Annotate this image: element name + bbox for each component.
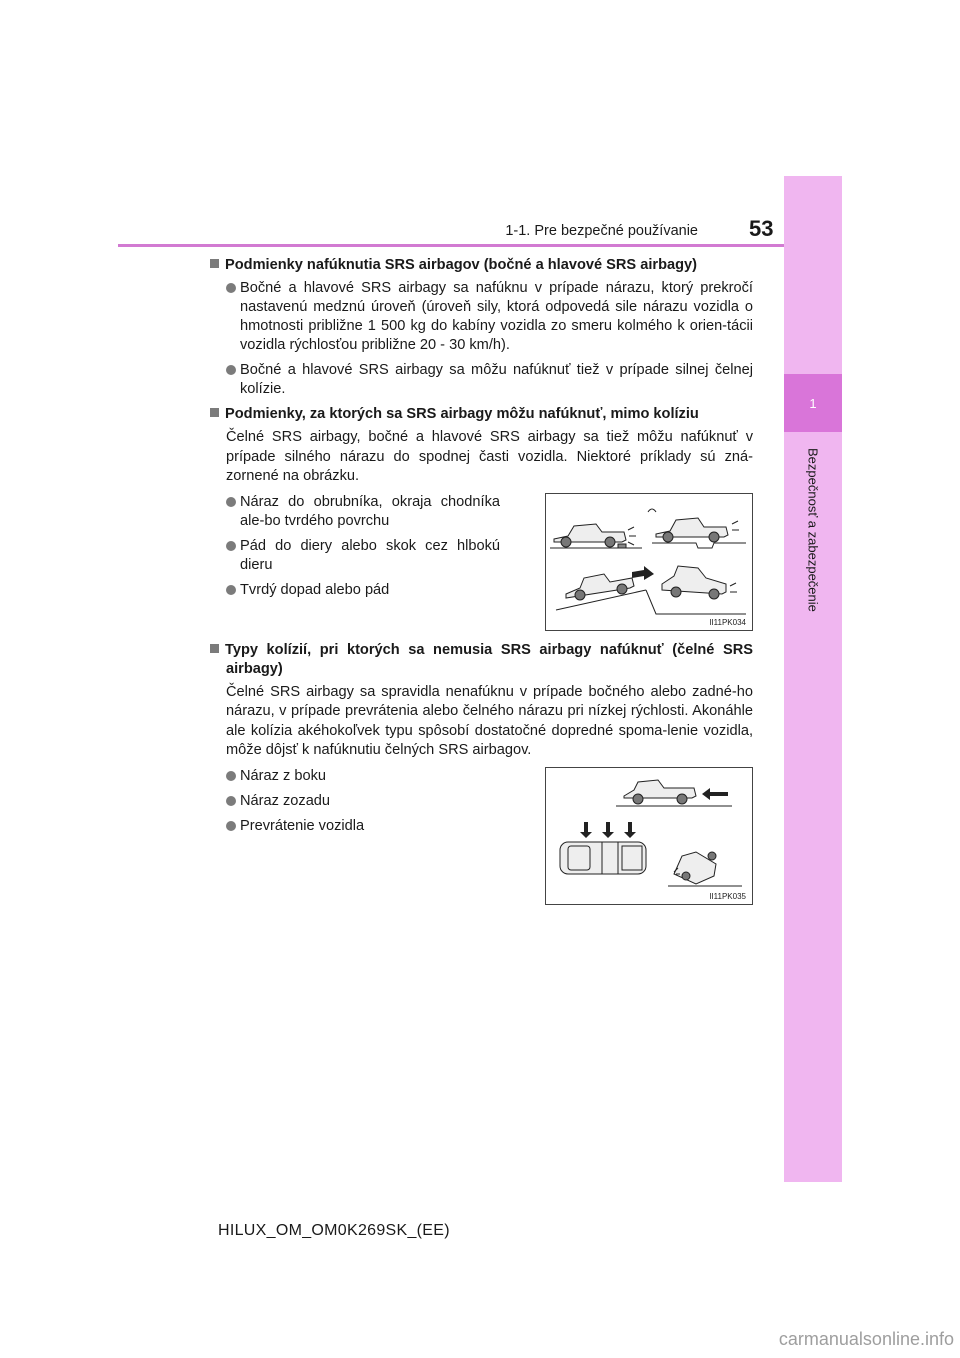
round-bullet-icon <box>226 796 236 806</box>
bullet-list <box>210 767 500 905</box>
figure-undercarriage-impacts <box>545 493 753 631</box>
truck-collision-illustration <box>546 768 752 904</box>
chapter-label-text: Bezpečnosť a zabezpečenie <box>805 448 821 612</box>
bullets-with-figure <box>210 493 753 631</box>
list-item: Bočné a hlavové SRS airbagy sa môžu nafúknuť tiež v prípade silnej čelnej kolízie. <box>226 361 753 399</box>
list-item: Náraz zozadu <box>226 792 500 811</box>
section-paragraph: Čelné SRS airbagy, bočné a hlavové SRS airbagy sa tiež môžu nafúknuť v prípade silného nárazu do spodnej časti vozidla. Niektoré príklady sú zná-zornené na obrázku. <box>226 429 753 484</box>
section-no-deployment-types <box>210 641 753 905</box>
chapter-number: 1 <box>784 374 842 432</box>
round-bullet-icon <box>226 497 236 507</box>
document-code: HILUX_OM_OM0K269SK_(EE) <box>218 1222 450 1239</box>
chapter-side-tab <box>784 176 842 1182</box>
bullet-list <box>210 493 500 631</box>
list-item: Náraz do obrubníka, okraja chodníka ale-bo tvrdého povrchu <box>226 493 500 531</box>
section-title: Typy kolízií, pri ktorých sa nemusia SRS airbagy nafúknuť (čelné SRS airbagy) <box>210 641 753 679</box>
page-content <box>210 256 753 909</box>
square-bullet-icon <box>210 644 219 653</box>
square-bullet-icon <box>210 259 219 268</box>
chapter-label <box>784 440 842 620</box>
round-bullet-icon <box>226 365 236 375</box>
round-bullet-icon <box>226 283 236 293</box>
section-side-airbag-conditions <box>210 256 753 399</box>
section-header: 1-1. Pre bezpečné používanie <box>505 223 698 239</box>
header-rule <box>118 244 784 247</box>
round-bullet-icon <box>226 585 236 595</box>
page-number: 53 <box>749 216 774 241</box>
square-bullet-icon <box>210 408 219 417</box>
round-bullet-icon <box>226 821 236 831</box>
list-item: Bočné a hlavové SRS airbagy sa nafúknu v prípade nárazu, ktorý prekročí nastavenú medznú úroveň (úroveň sily, ktorá odpovedá sile nárazu vozidla o hmotnosti približne 1 500 kg do kabíny vozidla zo smeru kolmého k orien-tácii vozidla rýchlosťou približne 20 - 30 km/h). <box>226 279 753 355</box>
section-paragraph: Čelné SRS airbagy sa spravidla nenafúknu v prípade bočného alebo zadné-ho nárazu, v prípade prevrátenia alebo čelného nárazu pri nízkej rýchlosti. Akonáhle ale kolízia akéhokoľvek typu spôsobí dostatočné dopredné spoma-lenie vozidla, môže dôjsť k nafúknutiu čelných SRS airbagov. <box>226 683 753 758</box>
list-item: Náraz z boku <box>226 767 500 786</box>
list-item: Tvrdý dopad alebo pád <box>226 581 500 600</box>
bullets-with-figure <box>210 767 753 905</box>
list-item: Prevrátenie vozidla <box>226 817 500 836</box>
list-item: Pád do diery alebo skok cez hlbokú dieru <box>226 537 500 575</box>
section-title: Podmienky, za ktorých sa SRS airbagy môžu nafúknuť, mimo kolíziu <box>210 405 753 424</box>
section-title: Podmienky nafúknutia SRS airbagov (bočné a hlavové SRS airbagy) <box>210 256 753 275</box>
round-bullet-icon <box>226 771 236 781</box>
figure-code: II11PK035 <box>709 891 746 901</box>
watermark: carmanualsonline.info <box>778 1329 954 1349</box>
section-non-collision-deployment <box>210 405 753 631</box>
figure-collision-types <box>545 767 753 905</box>
truck-impact-illustration <box>546 494 752 630</box>
figure-code: II11PK034 <box>709 617 746 627</box>
round-bullet-icon <box>226 541 236 551</box>
